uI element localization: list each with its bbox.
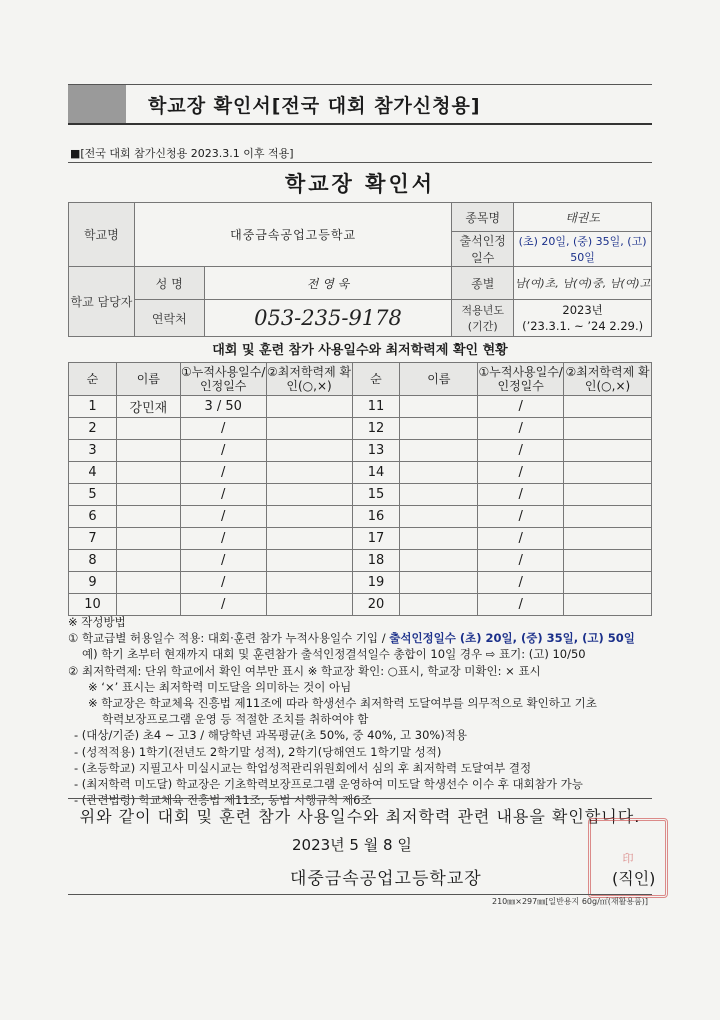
table-row bbox=[69, 506, 652, 528]
year-label: 적용년도 (기간) bbox=[452, 300, 514, 337]
official-seal-stamp: 印 bbox=[588, 818, 668, 898]
note-1 bbox=[68, 630, 668, 646]
row-grade-right bbox=[564, 506, 652, 528]
principal-title: 대중금속공업고등학교장 bbox=[290, 869, 482, 889]
row-grade-right bbox=[564, 594, 652, 616]
header-no-right: 순 bbox=[352, 363, 400, 396]
note-9: - (최저학력 미도달) 학교장은 기초학력보장프로그램 운영하여 미도달 학생선수 이수 후 대회참가 가능 bbox=[74, 777, 583, 792]
row-days: / bbox=[180, 594, 266, 616]
row-grade-right bbox=[564, 550, 652, 572]
row-name bbox=[116, 528, 180, 550]
row-name bbox=[116, 440, 180, 462]
row-name bbox=[116, 418, 180, 440]
table-row bbox=[69, 418, 652, 440]
note-2: ② 최저학력제: 단위 학교에서 확인 여부만 표시 ※ 학교장 확인: ○표시, 학교장 미확인: × 표시 bbox=[68, 663, 541, 678]
row-name bbox=[116, 484, 180, 506]
row-no-right: 17 bbox=[352, 528, 400, 550]
row-grade-right bbox=[564, 462, 652, 484]
row-days: / bbox=[180, 484, 266, 506]
table-row bbox=[69, 462, 652, 484]
note-1-highlight: 출석인정일수 (초) 20일, (중) 35일, (고) 50일 bbox=[389, 631, 635, 646]
row-no-right: 15 bbox=[352, 484, 400, 506]
row-days-right: / bbox=[478, 506, 564, 528]
row-no-right: 12 bbox=[352, 418, 400, 440]
row-name-right bbox=[400, 572, 478, 594]
row-no: 7 bbox=[69, 528, 117, 550]
divider bbox=[68, 894, 652, 895]
row-no: 3 bbox=[69, 440, 117, 462]
section-title: 대회 및 훈련 참가 사용일수와 최저학력제 확인 현황 bbox=[212, 343, 508, 358]
row-no: 4 bbox=[69, 462, 117, 484]
instructions bbox=[68, 614, 668, 808]
note-5: 학력보장프로그램 운영 등 적절한 조치를 취하여야 함 bbox=[102, 712, 369, 727]
row-days: / bbox=[180, 440, 266, 462]
divider bbox=[68, 798, 652, 799]
header-grade-right: ②최저학력제 확인(○,×) bbox=[564, 363, 652, 396]
notes-header: ※ 작성방법 bbox=[68, 615, 126, 629]
row-grade bbox=[266, 396, 352, 418]
paper-spec: 210㎜×297㎜[일반용지 60g/㎡(재활용품)] bbox=[492, 897, 649, 906]
year-period: (’23.3.1. ~ ’24 2.29.) bbox=[522, 319, 644, 333]
row-no: 2 bbox=[69, 418, 117, 440]
row-no-right: 11 bbox=[352, 396, 400, 418]
row-no: 1 bbox=[69, 396, 117, 418]
row-grade bbox=[266, 440, 352, 462]
row-no: 10 bbox=[69, 594, 117, 616]
gender-value: 남(여)초, 남(여)중, 남(여)고 bbox=[514, 267, 652, 300]
row-grade bbox=[266, 550, 352, 572]
divider bbox=[68, 162, 652, 163]
note-1-text: ① 학교급별 허용일수 적용: 대회·훈련 참가 누적사용일수 기입 / bbox=[68, 631, 390, 646]
row-grade-right bbox=[564, 418, 652, 440]
row-days-right: / bbox=[478, 550, 564, 572]
table-row bbox=[69, 528, 652, 550]
row-name-right bbox=[400, 528, 478, 550]
row-name-right bbox=[400, 440, 478, 462]
note-10: - (관련법령) 학교체육 진흥법 제11조, 동법 시행규칙 제6조 bbox=[74, 793, 372, 808]
row-no-right: 13 bbox=[352, 440, 400, 462]
row-name-right bbox=[400, 396, 478, 418]
row-name bbox=[116, 572, 180, 594]
row-days: / bbox=[180, 506, 266, 528]
row-name bbox=[116, 594, 180, 616]
header-grade: ②최저학력제 확인(○,×) bbox=[266, 363, 352, 396]
row-grade-right bbox=[564, 396, 652, 418]
table-row bbox=[69, 396, 652, 418]
row-days-right: / bbox=[478, 484, 564, 506]
table-header-row bbox=[69, 363, 652, 396]
note-3: ※ ‘×’ 표시는 최저학력 미도달을 의미하는 것이 아님 bbox=[88, 679, 352, 694]
attendance-table bbox=[68, 362, 652, 616]
year-cell bbox=[514, 300, 652, 337]
row-days-right: / bbox=[478, 594, 564, 616]
school-label: 학교명 bbox=[69, 203, 135, 267]
row-grade-right bbox=[564, 528, 652, 550]
row-grade-right bbox=[564, 572, 652, 594]
row-days-right: / bbox=[478, 528, 564, 550]
row-grade bbox=[266, 594, 352, 616]
note-4: ※ 학교장은 학교체육 진흥법 제11조에 따라 학생선수 최저학력 도달여부를 의무적으로 확인하고 기초 bbox=[88, 696, 597, 711]
row-no: 6 bbox=[69, 506, 117, 528]
header-name-right: 이름 bbox=[400, 363, 478, 396]
note-6: - (대상/기준) 초4 ~ 고3 / 해당학년 과목평균(초 50%, 중 40%, 고 30%)적용 bbox=[74, 728, 468, 743]
row-no: 5 bbox=[69, 484, 117, 506]
table-row bbox=[69, 440, 652, 462]
row-name-right bbox=[400, 462, 478, 484]
header-name: 이름 bbox=[116, 363, 180, 396]
banner-gray-block bbox=[68, 85, 126, 123]
row-name-right bbox=[400, 506, 478, 528]
table-row bbox=[69, 594, 652, 616]
row-days-right: / bbox=[478, 418, 564, 440]
school-name: 대중금속공업고등학교 bbox=[134, 203, 451, 267]
row-grade bbox=[266, 528, 352, 550]
title-banner bbox=[68, 84, 652, 125]
note-1-example: 예) 학기 초부터 현재까지 대회 및 훈련참가 출석인정결석일수 총합이 10일 경우 ⇨ 표기: (고) 10/50 bbox=[82, 647, 586, 662]
table-row bbox=[69, 484, 652, 506]
seal-label: (직인) bbox=[612, 869, 656, 888]
row-no-right: 20 bbox=[352, 594, 400, 616]
note-8: - (초등학교) 지필고사 미실시교는 학업성적관리위원회에서 심의 후 최저학력 도달여부 결정 bbox=[74, 760, 532, 775]
contact-label: 연락처 bbox=[134, 300, 204, 337]
row-no-right: 16 bbox=[352, 506, 400, 528]
row-days: 3 / 50 bbox=[180, 396, 266, 418]
header-days-right: ①누적사용일수/인정일수 bbox=[478, 363, 564, 396]
row-no-right: 18 bbox=[352, 550, 400, 572]
sport-value: 태권도 bbox=[514, 203, 652, 232]
header-no: 순 bbox=[69, 363, 117, 396]
row-name-right bbox=[400, 594, 478, 616]
row-grade bbox=[266, 418, 352, 440]
row-no: 8 bbox=[69, 550, 117, 572]
header-days: ①누적사용일수/인정일수 bbox=[180, 363, 266, 396]
row-no-right: 19 bbox=[352, 572, 400, 594]
attendance-rows bbox=[69, 396, 652, 616]
sport-label: 종목명 bbox=[452, 203, 514, 232]
row-days-right: / bbox=[478, 440, 564, 462]
row-name bbox=[116, 462, 180, 484]
attendance-label: 출석인정 일수 bbox=[452, 232, 514, 267]
table-row bbox=[69, 550, 652, 572]
document-title: 학교장 확인서 bbox=[284, 172, 436, 196]
row-name: 강민재 bbox=[116, 396, 180, 418]
info-table bbox=[68, 202, 652, 337]
row-days: / bbox=[180, 462, 266, 484]
row-grade bbox=[266, 572, 352, 594]
table-row bbox=[69, 572, 652, 594]
gender-label: 종별 bbox=[452, 267, 514, 300]
row-name-right bbox=[400, 550, 478, 572]
row-name-right bbox=[400, 418, 478, 440]
row-no-right: 14 bbox=[352, 462, 400, 484]
note-7: - (성적적용) 1학기(전년도 2학기말 성적), 2학기(당해연도 1학기말 성적) bbox=[74, 744, 442, 759]
contact-handwritten: 053-235-9178 bbox=[204, 300, 452, 337]
staff-label: 학교 담당자 bbox=[69, 267, 135, 337]
staff-name-label: 성 명 bbox=[134, 267, 204, 300]
row-name bbox=[116, 506, 180, 528]
attendance-value: (초) 20일, (중) 35일, (고) 50일 bbox=[514, 232, 652, 267]
row-days-right: / bbox=[478, 462, 564, 484]
row-grade bbox=[266, 484, 352, 506]
year-value: 2023년 bbox=[562, 303, 603, 317]
row-name-right bbox=[400, 484, 478, 506]
row-days-right: / bbox=[478, 396, 564, 418]
staff-name-handwritten: 전 영 욱 bbox=[204, 267, 452, 300]
row-name bbox=[116, 550, 180, 572]
row-days: / bbox=[180, 550, 266, 572]
row-days: / bbox=[180, 572, 266, 594]
row-no: 9 bbox=[69, 572, 117, 594]
row-grade-right bbox=[564, 440, 652, 462]
banner-title: 학교장 확인서[전국 대회 참가신청용] bbox=[148, 95, 481, 117]
row-days: / bbox=[180, 528, 266, 550]
row-grade-right bbox=[564, 484, 652, 506]
confirmation-statement: 위와 같이 대회 및 훈련 참가 사용일수와 최저학력 관련 내용을 확인합니다. bbox=[79, 807, 641, 826]
row-days: / bbox=[180, 418, 266, 440]
row-days-right: / bbox=[478, 572, 564, 594]
row-grade bbox=[266, 506, 352, 528]
applicability-notice: ■[전국 대회 참가신청용 2023.3.1 이후 적용] bbox=[70, 147, 294, 160]
row-grade bbox=[266, 462, 352, 484]
issue-date: 2023년 5 월 8 일 bbox=[292, 836, 412, 854]
